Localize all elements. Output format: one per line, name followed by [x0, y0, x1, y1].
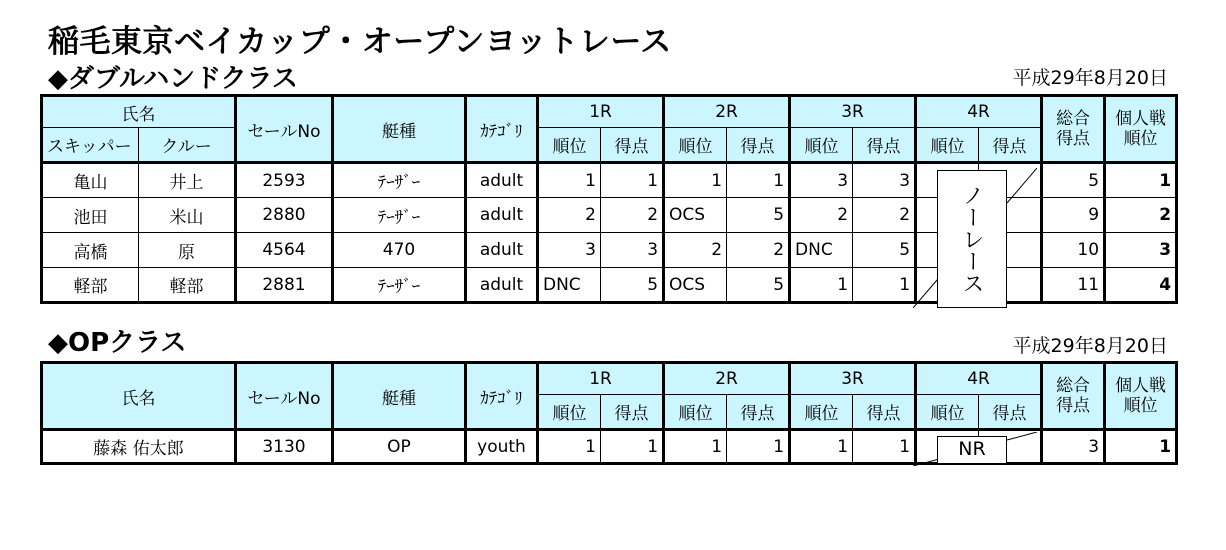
r2-rank-header: 順位 [664, 395, 727, 430]
r3-rank-cell: 1 [790, 268, 853, 303]
r1-points-header: 得点 [601, 128, 664, 163]
name-header: 氏名 [42, 96, 236, 128]
crew-cell: 米山 [139, 198, 236, 233]
header-row [42, 96, 1177, 128]
individual-rank-cell: 4 [1105, 268, 1177, 303]
r2-rank-header: 順位 [664, 128, 727, 163]
sail-no-cell: 2593 [236, 163, 333, 198]
r3-rank-cell: 1 [790, 430, 853, 464]
individual-rank-cell: 1 [1105, 163, 1177, 198]
r1-points-cell: 2 [601, 198, 664, 233]
r3-points-cell: 3 [853, 163, 916, 198]
r4-points-header: 得点 [979, 128, 1042, 163]
r2-points-cell: 5 [727, 268, 790, 303]
individual-rank-cell: 2 [1105, 198, 1177, 233]
sail-no-cell: 2881 [236, 268, 333, 303]
total-cell: 10 [1042, 233, 1105, 268]
no-race-label: ノーレース [959, 184, 984, 294]
r1-points-cell: 1 [601, 163, 664, 198]
r4-rank-header: 順位 [916, 395, 979, 430]
race3-header: 3R [790, 96, 916, 128]
name-header: 氏名 [42, 363, 236, 430]
section-heading-op: ◆OPクラス [48, 328, 187, 358]
sail-no-cell: 3130 [236, 430, 333, 464]
total-points-header: 総合 得点 [1042, 363, 1105, 430]
race-date: 平成29年8月20日 [1012, 335, 1168, 357]
boat-cell: 470 [333, 233, 466, 268]
header-row [42, 363, 1177, 395]
r1-points-header: 得点 [601, 395, 664, 430]
sail-no-header: セールNo [236, 96, 333, 163]
category-cell: adult [466, 233, 538, 268]
r1-rank-cell: 2 [538, 198, 601, 233]
sail-no-header: セールNo [236, 363, 333, 430]
crew-cell: 原 [139, 233, 236, 268]
category-cell: youth [466, 430, 538, 464]
r3-points-cell: 2 [853, 198, 916, 233]
category-header: ｶﾃｺﾞﾘ [466, 363, 538, 430]
sail-no-cell: 2880 [236, 198, 333, 233]
r1-rank-header: 順位 [538, 128, 601, 163]
r1-rank-cell: 1 [538, 163, 601, 198]
race3-header: 3R [790, 363, 916, 395]
r3-points-cell: 1 [853, 268, 916, 303]
r2-points-cell: 1 [727, 430, 790, 464]
r3-points-header: 得点 [853, 128, 916, 163]
r4-rank-header: 順位 [916, 128, 979, 163]
crew-cell: 井上 [139, 163, 236, 198]
individual-rank-cell: 3 [1105, 233, 1177, 268]
r2-points-cell: 1 [727, 163, 790, 198]
r1-points-cell: 5 [601, 268, 664, 303]
total-cell: 9 [1042, 198, 1105, 233]
r1-rank-cell: 3 [538, 233, 601, 268]
boat-cell: ﾃｰｻﾞｰ [333, 163, 466, 198]
r3-rank-header: 順位 [790, 128, 853, 163]
r2-points-header: 得点 [727, 128, 790, 163]
r2-rank-cell: OCS [664, 198, 727, 233]
race-date: 平成29年8月20日 [1012, 67, 1168, 89]
r2-rank-cell: 1 [664, 163, 727, 198]
category-cell: adult [466, 163, 538, 198]
r1-points-cell: 3 [601, 233, 664, 268]
total-cell: 5 [1042, 163, 1105, 198]
r1-rank-header: 順位 [538, 395, 601, 430]
name-cell: 藤森 佑太郎 [42, 430, 236, 464]
r3-points-header: 得点 [853, 395, 916, 430]
r2-rank-cell: OCS [664, 268, 727, 303]
r2-rank-cell: 1 [664, 430, 727, 464]
category-cell: adult [466, 268, 538, 303]
boat-type-header: 艇種 [333, 363, 466, 430]
boat-cell: OP [333, 430, 466, 464]
skipper-cell: 池田 [42, 198, 139, 233]
boat-cell: ﾃｰｻﾞｰ [333, 198, 466, 233]
race2-header: 2R [664, 96, 790, 128]
crew-cell: 軽部 [139, 268, 236, 303]
individual-rank-cell: 1 [1105, 430, 1177, 464]
r3-rank-cell: 2 [790, 198, 853, 233]
skipper-cell: 亀山 [42, 163, 139, 198]
sail-no-cell: 4564 [236, 233, 333, 268]
nr-label: NR [958, 438, 986, 460]
race4-header: 4R [916, 363, 1042, 395]
r1-rank-cell: 1 [538, 430, 601, 464]
r4-points-header: 得点 [979, 395, 1042, 430]
total-cell: 11 [1042, 268, 1105, 303]
individual-rank-header: 個人戦 順位 [1105, 96, 1177, 163]
r3-points-cell: 1 [853, 430, 916, 464]
page-title: 稲毛東京ベイカップ・オープンヨットレース [48, 24, 672, 60]
r2-points-header: 得点 [727, 395, 790, 430]
individual-rank-header: 個人戦 順位 [1105, 363, 1177, 430]
r2-points-cell: 2 [727, 233, 790, 268]
section-heading-double-hand: ◆ダブルハンドクラス [48, 64, 298, 94]
r3-rank-header: 順位 [790, 395, 853, 430]
race1-header: 1R [538, 363, 664, 395]
boat-type-header: 艇種 [333, 96, 466, 163]
race1-header: 1R [538, 96, 664, 128]
r2-rank-cell: 2 [664, 233, 727, 268]
skipper-cell: 軽部 [42, 268, 139, 303]
r2-points-cell: 5 [727, 198, 790, 233]
total-points-header: 総合 得点 [1042, 96, 1105, 163]
subheader-row [42, 128, 1177, 163]
crew-header: クルー [139, 128, 236, 163]
r1-points-cell: 1 [601, 430, 664, 464]
r3-rank-cell: DNC [790, 233, 853, 268]
total-cell: 3 [1042, 430, 1105, 464]
skipper-header: スキッパー [42, 128, 139, 163]
r1-rank-cell: DNC [538, 268, 601, 303]
r3-rank-cell: 3 [790, 163, 853, 198]
category-header: ｶﾃｺﾞﾘ [466, 96, 538, 163]
boat-cell: ﾃｰｻﾞｰ [333, 268, 466, 303]
skipper-cell: 高橋 [42, 233, 139, 268]
category-cell: adult [466, 198, 538, 233]
race2-header: 2R [664, 363, 790, 395]
race4-header: 4R [916, 96, 1042, 128]
r3-points-cell: 5 [853, 233, 916, 268]
